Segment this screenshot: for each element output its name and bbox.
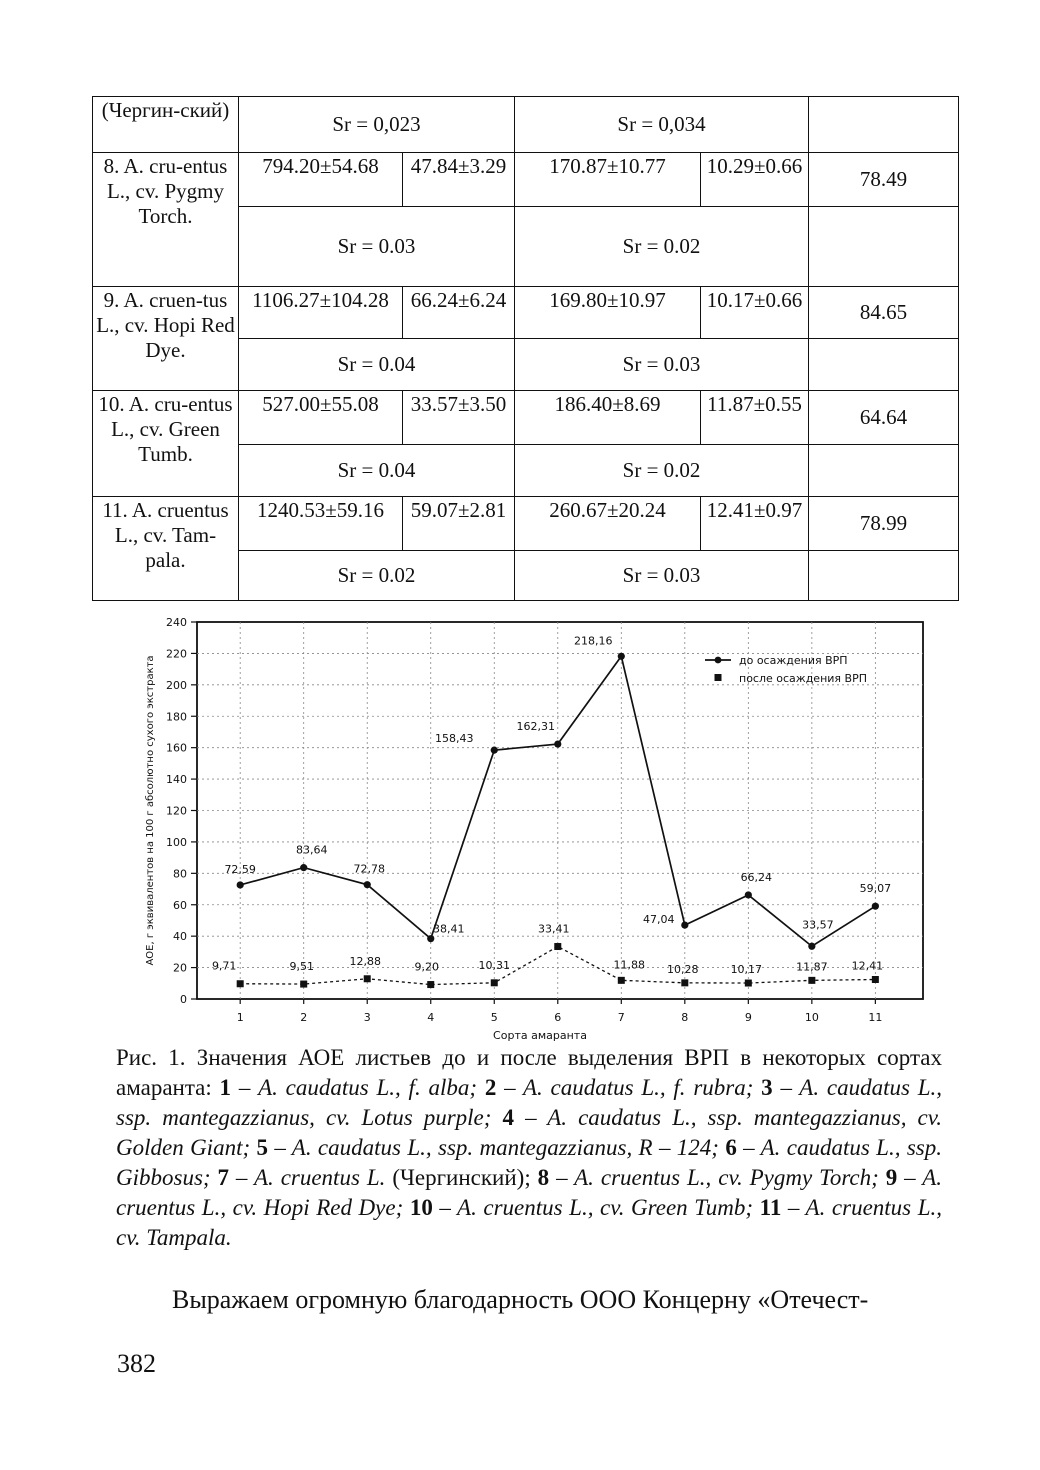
data-point (618, 977, 625, 984)
x-tick-label: 2 (300, 1011, 308, 1024)
data-point (554, 943, 561, 950)
empty-cell (809, 339, 959, 391)
value-cell: 1106.27±104.28 (239, 287, 403, 339)
x-tick-label: 7 (617, 1011, 625, 1024)
y-tick-label: 80 (173, 867, 187, 881)
data-point (237, 881, 244, 888)
data-label: 33,57 (802, 918, 834, 932)
data-label: 162,31 (516, 720, 556, 734)
data-point (364, 975, 371, 982)
y-tick-label: 60 (173, 898, 187, 912)
table-row (93, 497, 959, 551)
caption-num: 3 (761, 1075, 773, 1100)
caption-item: – A. cruentus L., cv. Green Tumb; (432, 1195, 760, 1220)
value-cell: 169.80±10.97 (515, 287, 701, 339)
sr-cell: Sr = 0.02 (515, 445, 809, 497)
caption-item: – A. cruentus L., cv. Pygmy Torch; (549, 1165, 886, 1190)
caption-num: 7 (217, 1165, 229, 1190)
caption-item-extra: (Чергинский); (392, 1165, 538, 1190)
caption-num: 1 (219, 1075, 232, 1100)
value-cell: 186.40±8.69 (515, 391, 701, 445)
legend-entry: после осаждения ВРП (739, 672, 867, 685)
empty-cell (809, 97, 959, 153)
caption-item: – A. caudatus L., ssp. Gibbosus; (116, 1135, 942, 1190)
legend-marker (715, 657, 722, 664)
x-axis-label: Сорта амаранта (493, 1029, 587, 1042)
x-tick-label: 8 (681, 1011, 689, 1024)
table-row (93, 287, 959, 339)
data-point (237, 980, 244, 987)
data-point (745, 891, 752, 898)
data-label: 72,59 (224, 862, 256, 876)
y-tick-label: 200 (166, 678, 187, 692)
y-tick-label: 120 (166, 804, 187, 818)
y-tick-label: 180 (166, 710, 187, 724)
data-label: 11,88 (613, 958, 646, 972)
cultivar-cell: 10. A. cru-entus L., cv. Green Tumb. (93, 391, 239, 497)
sr-cell: Sr = 0.03 (239, 207, 515, 287)
caption-item: – A. cruentus L., cv. Tampala. (116, 1195, 942, 1250)
data-label: 158,43 (435, 732, 474, 746)
data-point (491, 979, 498, 986)
data-point (681, 979, 688, 986)
data-label: 59,07 (859, 882, 892, 896)
sr-cell: Sr = 0.02 (239, 551, 515, 601)
y-tick-label: 220 (166, 647, 187, 661)
data-label: 33,41 (538, 922, 570, 936)
data-label: 10,17 (730, 963, 763, 977)
data-point (427, 935, 434, 942)
figure-caption (116, 1043, 942, 1253)
sr-cell: Sr = 0.02 (515, 207, 809, 287)
x-tick-label: 11 (868, 1011, 883, 1024)
x-tick-label: 9 (744, 1011, 752, 1024)
data-label: 66,24 (740, 870, 773, 884)
y-tick-label: 0 (180, 993, 187, 1006)
data-label: 12,88 (349, 954, 381, 968)
y-tick-label: 160 (166, 741, 187, 755)
value-cell: 527.00±55.08 (239, 391, 403, 445)
y-tick-label: 100 (166, 835, 187, 849)
x-tick-label: 4 (427, 1011, 435, 1024)
x-tick-label: 10 (804, 1011, 819, 1024)
cultivar-cell: 8. A. cru-entus L., cv. Pygmy Torch. (93, 153, 239, 287)
y-tick-label: 20 (173, 961, 187, 975)
caption-num: 11 (759, 1195, 782, 1220)
value-cell: 260.67±20.24 (515, 497, 701, 551)
y-tick-label: 40 (173, 930, 187, 944)
caption-item: – A. cruentus L. (229, 1165, 393, 1190)
page-number: 382 (117, 1349, 156, 1378)
value-cell: 33.57±3.50 (403, 391, 515, 445)
table-row (93, 391, 959, 445)
cultivar-cell: 9. A. cruen-tus L., cv. Hopi Red Dye. (93, 287, 239, 391)
cultivar-cell: (Чергин-ский) (93, 97, 239, 153)
value-cell: 66.24±6.24 (403, 287, 515, 339)
data-point (300, 864, 307, 871)
data-label: 9,20 (414, 960, 439, 974)
sr-cell: Sr = 0.04 (239, 445, 515, 497)
data-label: 218,16 (574, 634, 613, 648)
data-point (872, 976, 879, 983)
data-label: 11,87 (796, 960, 828, 974)
data-point (745, 980, 752, 987)
caption-item: – A. caudatus L., ssp. mantegazzianus, cv. Lotus purple; (116, 1075, 942, 1130)
legend-entry: до осаждения ВРП (739, 654, 848, 667)
chart-svg (140, 612, 940, 1042)
value-cell: 47.84±3.29 (403, 153, 515, 207)
empty-cell (809, 445, 959, 497)
caption-num: 10 (409, 1195, 433, 1220)
x-tick-label: 3 (363, 1011, 371, 1024)
value-cell: 10.17±0.66 (701, 287, 809, 339)
caption-lead: Рис. 1. Значения АОЕ листьев до и после выделения ВРП в некоторых сортах амаранта: (116, 1045, 942, 1100)
data-point (427, 981, 434, 988)
value-cell: 1240.53±59.16 (239, 497, 403, 551)
percent-cell: 84.65 (809, 287, 959, 339)
percent-cell: 78.99 (809, 497, 959, 551)
data-point (872, 903, 879, 910)
caption-num: 5 (256, 1135, 268, 1160)
empty-cell (809, 207, 959, 287)
y-tick-label: 140 (166, 773, 187, 787)
sr-cell: Sr = 0,034 (515, 97, 809, 153)
empty-cell (809, 551, 959, 601)
x-tick-label: 6 (554, 1011, 562, 1024)
legend-marker (715, 674, 722, 681)
cultivar-cell: 11. A. cruentus L., cv. Tam-pala. (93, 497, 239, 601)
caption-num: 9 (885, 1165, 898, 1190)
caption-item: – A. caudatus L., f. rubra; (496, 1075, 762, 1100)
value-cell: 59.07±2.81 (403, 497, 515, 551)
results-table (92, 96, 959, 601)
data-label: 72,78 (353, 862, 385, 876)
data-point (808, 977, 815, 984)
percent-cell: 78.49 (809, 153, 959, 207)
y-axis-label: АОЕ, г эквивалентов на 100 г абсолютно сухого экстракта (145, 655, 156, 966)
body-paragraph: Выражаем огромную благодарность ООО Концерну «Отечест- (172, 1285, 869, 1314)
data-label: 10,31 (478, 958, 511, 972)
value-cell: 794.20±54.68 (239, 153, 403, 207)
data-point (364, 881, 371, 888)
sr-cell: Sr = 0.03 (515, 339, 809, 391)
caption-item: – A. caudatus L., ssp. mantegazzianus, cv. Golden Giant; (116, 1105, 943, 1160)
sr-cell: Sr = 0.03 (515, 551, 809, 601)
value-cell: 12.41±0.97 (701, 497, 809, 551)
caption-num: 4 (502, 1105, 514, 1130)
data-point (808, 943, 815, 950)
caption-item: – A. caudatus L., ssp. mantegazzianus, R – 124; (267, 1135, 726, 1160)
x-tick-label: 5 (490, 1011, 498, 1024)
data-point (681, 922, 688, 929)
value-cell: 10.29±0.66 (701, 153, 809, 207)
y-tick-label: 240 (166, 616, 187, 629)
caption-num: 6 (725, 1135, 737, 1160)
table-row (93, 97, 959, 153)
value-cell: 170.87±10.77 (515, 153, 701, 207)
data-label: 10,28 (667, 962, 699, 976)
data-label: 9,71 (211, 959, 237, 973)
data-point (491, 747, 498, 754)
percent-cell: 64.64 (809, 391, 959, 445)
value-cell: 11.87±0.55 (701, 391, 809, 445)
caption-num: 8 (537, 1165, 550, 1190)
caption-item: – A. caudatus L., f. alba; (231, 1075, 485, 1100)
data-label: 9,51 (289, 960, 314, 974)
data-point (554, 740, 561, 747)
sr-cell: Sr = 0.04 (239, 339, 515, 391)
table-row (93, 153, 959, 207)
data-label: 12,41 (851, 959, 884, 973)
sr-cell: Sr = 0,023 (239, 97, 515, 153)
x-tick-label: 1 (236, 1011, 244, 1024)
data-label: 38,41 (432, 922, 465, 936)
data-label: 47,04 (643, 913, 675, 927)
caption-num: 2 (484, 1075, 497, 1100)
aoe-line-chart (140, 612, 940, 1042)
caption-item: – A. cruentus L., cv. Hopi Red Dye; (116, 1165, 942, 1220)
data-point (618, 653, 625, 660)
data-label: 83,64 (295, 843, 328, 857)
data-point (300, 981, 307, 988)
